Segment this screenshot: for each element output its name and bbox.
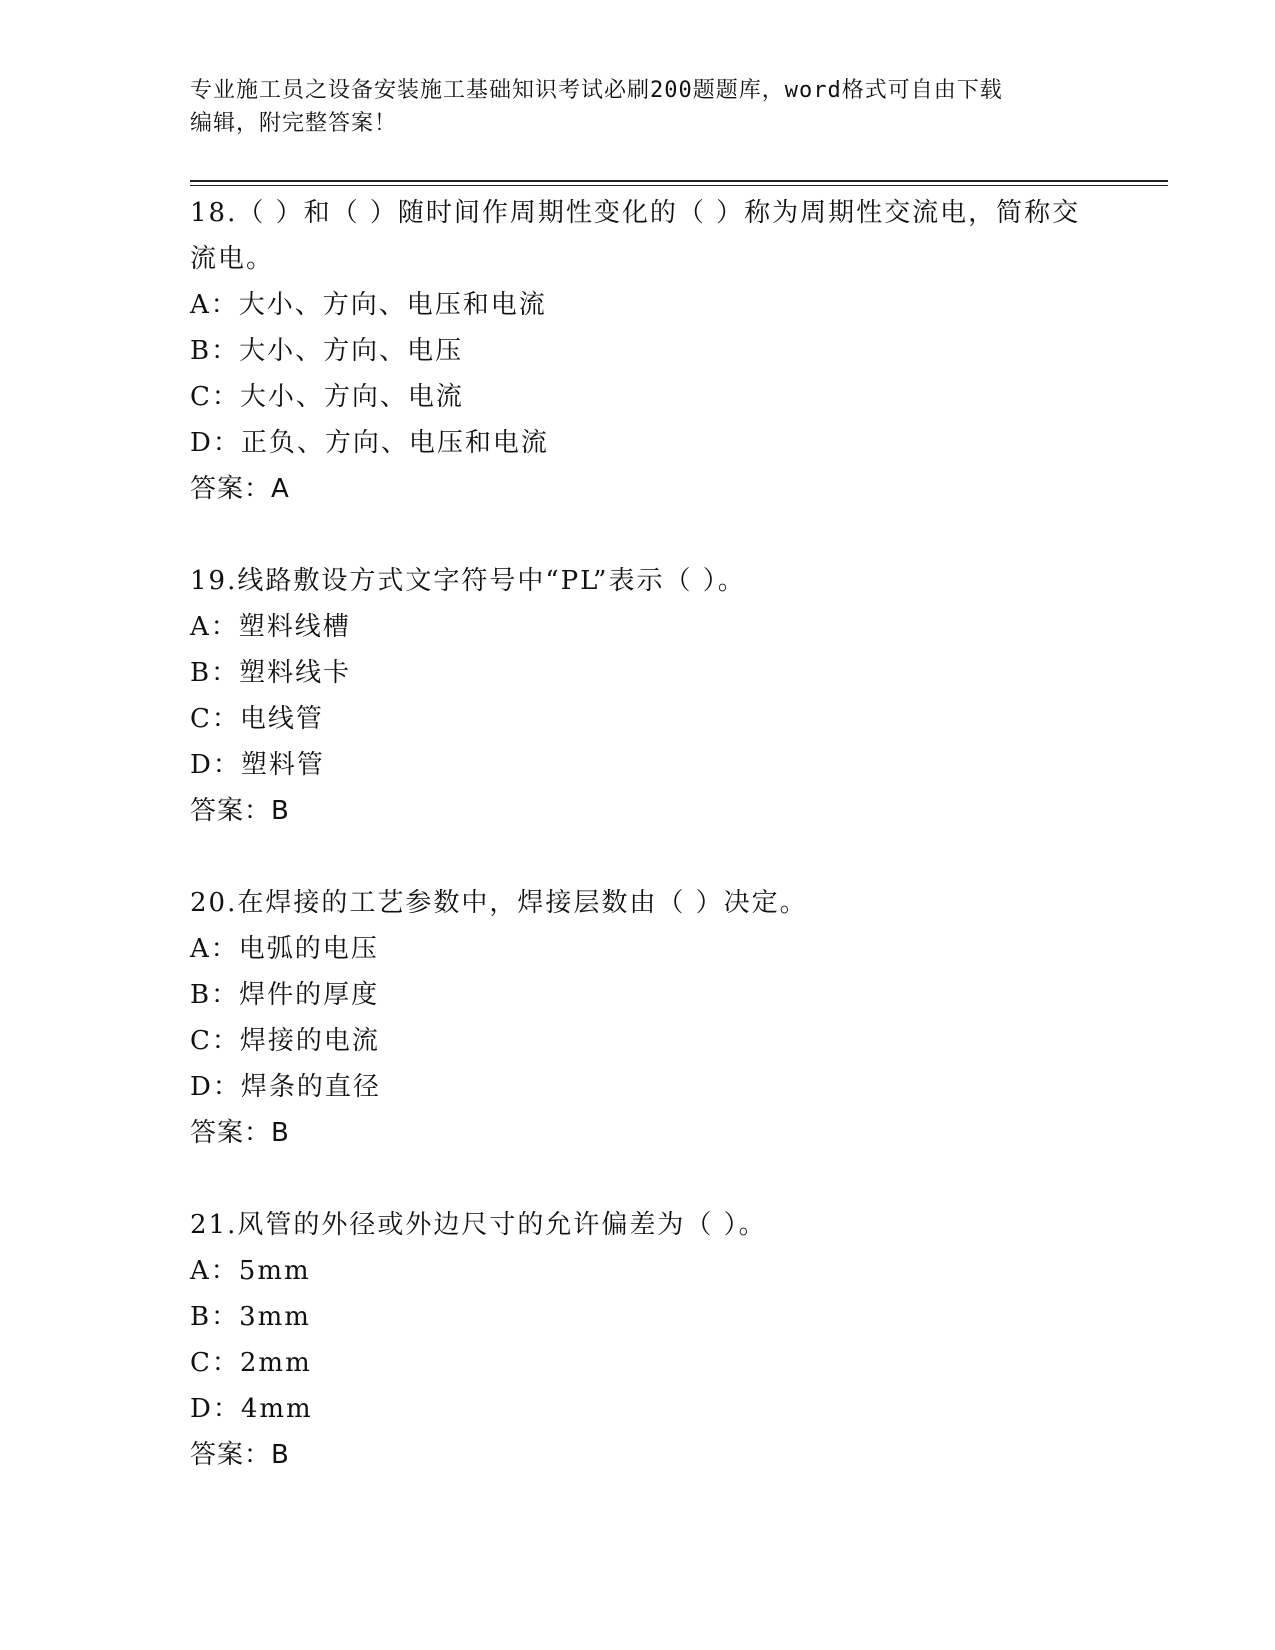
question-stem: 20.在焊接的工艺参数中，焊接层数由（ ）决定。	[190, 888, 808, 918]
option-b: B：3mm	[190, 1302, 311, 1332]
option-d: D：塑料管	[190, 750, 325, 780]
option-b: B：大小、方向、电压	[190, 336, 464, 366]
header-divider-thin	[190, 185, 1168, 186]
option-c: C：2mm	[190, 1348, 312, 1378]
header-divider-thick	[190, 180, 1168, 182]
header-title-line1: 专业施工员之设备安装施工基础知识考试必刷200题题库，word格式可自由下载	[190, 78, 1003, 103]
question-item	[190, 558, 1090, 834]
question-stem: 19.线路敷设方式文字符号中“PL”表示（ ）。	[190, 566, 746, 596]
option-a: A：塑料线槽	[190, 612, 351, 642]
question-item	[190, 190, 1090, 512]
question-stem: 18.（ ）和（ ）随时间作周期性变化的（ ）称为周期性交流电，简称交流电。	[190, 198, 1081, 274]
option-b: B：塑料线卡	[190, 658, 352, 688]
answer-line: 答案：B	[190, 796, 290, 826]
option-c: C：电线管	[190, 704, 324, 734]
question-item	[190, 880, 1090, 1156]
option-c: C：大小、方向、电流	[190, 382, 464, 412]
option-d: D：正负、方向、电压和电流	[190, 428, 549, 458]
answer-line: 答案：A	[190, 474, 290, 504]
question-list	[190, 190, 1090, 1524]
option-d: D：焊条的直径	[190, 1072, 381, 1102]
option-a: A：5mm	[190, 1256, 311, 1286]
header-title-line2: 编辑，附完整答案！	[190, 111, 398, 136]
option-a: A：电弧的电压	[190, 934, 379, 964]
option-c: C：焊接的电流	[190, 1026, 380, 1056]
option-b: B：焊件的厚度	[190, 980, 380, 1010]
answer-line: 答案：B	[190, 1440, 290, 1470]
option-d: D：4mm	[190, 1394, 313, 1424]
option-a: A：大小、方向、电压和电流	[190, 290, 547, 320]
question-item	[190, 1202, 1090, 1478]
answer-line: 答案：B	[190, 1118, 290, 1148]
document-header	[190, 74, 1090, 140]
question-stem: 21.风管的外径或外边尺寸的允许偏差为（ ）。	[190, 1210, 767, 1240]
